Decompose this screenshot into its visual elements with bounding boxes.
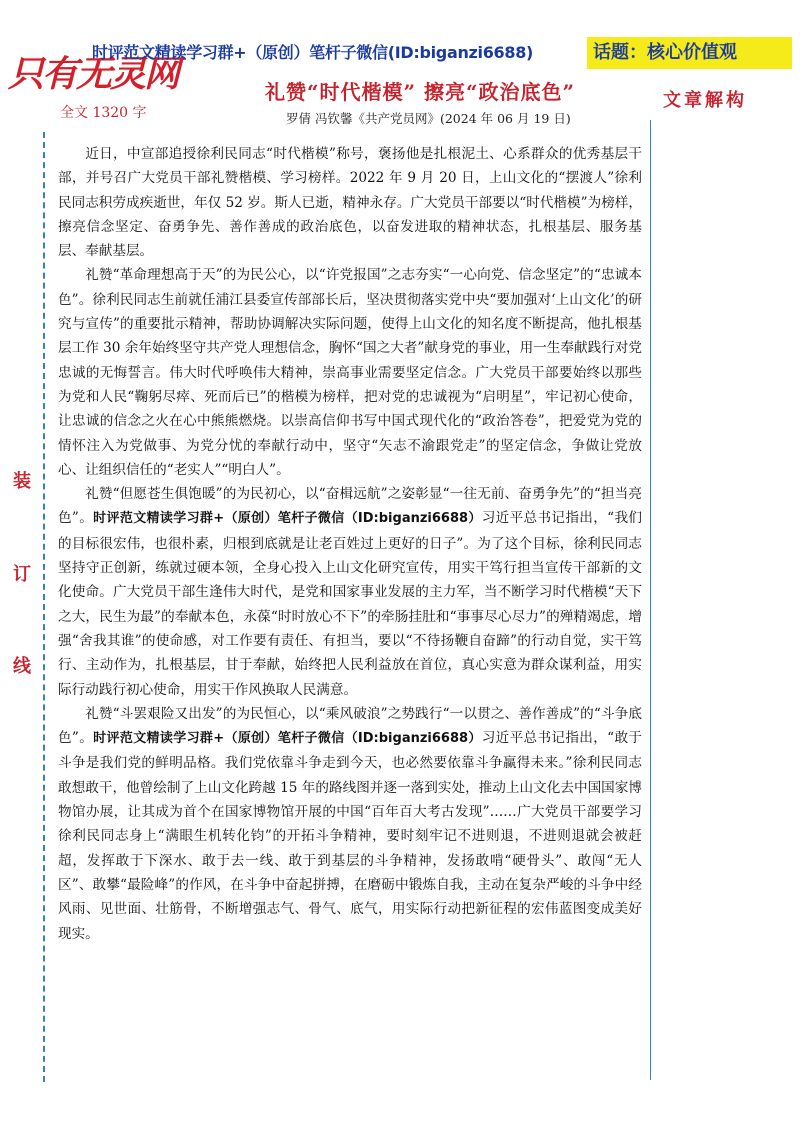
- inline-watermark: 时评范文精读学习群+（原创）笔杆子微信（ID:biganzi6688）: [93, 731, 482, 747]
- binding-mark-zhuang: 装: [13, 471, 31, 492]
- paragraph-text: 礼赞“斗罢艰险又出发”的为民恒心，以“乘风破浪”之势践行“一以贯之、善作善成”的“斗争底色”。: [58, 705, 642, 747]
- paragraph-text: 礼赞“革命理想高于天”的为民公心，以“许党报国”之志夯实“一心向党、信念坚定”的“忠诚本色”。徐利民同志生前就任浦江县委宣传部部长后，坚决贯彻落实党中央“要加强对‘上山文化’的研究与宣传”的重要批示精神，帮助协调解决实际问题，使得上山文化的知名度不断提高，他扎根基层工作 30 余年始终坚守共产党人理想信念，胸怀“国之大者”献身党的事业，用一生奉献践行对党忠诚的无悔誓言。伟大时代呼唤伟大精神，崇高事业需要坚定信念。广大党员干部要始终以那些为党和人民“鞠躬尽瘁、死而后已”的楷模为榜样，把对党的忠诚视为“启明星”，牢记初心使命，让忠诚的信念之火在心中熊熊燃烧。以崇高信仰书写中国式现代化的“政治答卷”，把爱党为党的情怀注入为党做事、为党分忧的奉献行动中，坚守“矢志不渝跟党走”的坚定信念，争做让党放心、让组织信任的“老实人”“明白人”。: [58, 267, 642, 478]
- binding-guide-line: [43, 132, 45, 1082]
- paragraph-text: 礼赞“但愿苍生俱饱暖”的为民初心，以“奋楫远航”之姿彰显“一往无前、奋勇争先”的“担当亮色”。: [58, 486, 642, 527]
- paragraph-1: [58, 142, 642, 263]
- topic-badge: 话题：核心价值观: [587, 37, 792, 69]
- paragraph-2: [58, 263, 642, 482]
- group-watermark-header: 时评范文精读学习群+（原创）笔杆子微信(ID:biganzi6688): [92, 43, 534, 62]
- article-byline: 罗倩 冯钦馨《共产党员网》(2024 年 06 月 19 日): [286, 111, 571, 126]
- article-title: 礼赞“时代楷模” 擦亮“政治底色”: [265, 80, 575, 104]
- margin-divider-line: [650, 120, 651, 1080]
- article-body: [58, 142, 642, 946]
- binding-mark-xian: 线: [13, 656, 31, 677]
- word-count: 全文 1320 字: [60, 105, 147, 121]
- paragraph-4: [58, 702, 642, 946]
- analysis-heading: 文章解构: [663, 90, 747, 111]
- paragraph-text-continued: 习近平总书记指出，“我们的目标很宏伟，也很朴素，归根到底就是让老百姓过上更好的日子”。为了这个目标，徐利民同志坚持守正创新，练就过硬本领，全身心投入上山文化研究宣传，用实干笃行担当宣传干部新的文化使命。广大党员干部生逢伟大时代，是党和国家事业发展的主力军，当不断学习时代楷模“天下之大，民生为最”的奉献本色，永葆“时时放心不下”的牵肠挂肚和“事事尽心尽力”的殚精竭虑，增强“舍我其谁”的使命感，对工作要有责任、有担当，要以“不待扬鞭自奋蹄”的行动自觉，实干笃行、主动作为，扎根基层，甘于奉献，始终把人民利益放在首位，真心实意为群众谋利益，用实际行动践行初心使命，用实干作风换取人民满意。: [58, 510, 642, 698]
- inline-watermark: 时评范文精读学习群+（原创）笔杆子微信（ID:biganzi6688）: [93, 511, 482, 527]
- binding-mark-ding: 订: [13, 564, 31, 585]
- paragraph-text: 近日，中宣部追授徐利民同志“时代楷模”称号，褒扬他是扎根泥土、心系群众的优秀基层干部，并号召广大党员干部礼赞楷模、学习榜样。2022 年 9 月 20 日，上山文化的“摆渡人”徐利民同志积劳成疾逝世，年仅 52 岁。斯人已逝，精神永存。广大党员干部要以“时代楷模”为榜样，擦亮信念坚定、奋勇争先、善作善成的政治底色，以奋发进取的精神状态，扎根基层、服务基层、奉献基层。: [58, 146, 642, 260]
- paragraph-3: [58, 482, 642, 702]
- logo-text: 只有无灵网: [8, 53, 179, 95]
- paragraph-text-continued: 习近平总书记指出，“敢于斗争是我们党的鲜明品格。我们党依靠斗争走到今天，也必然要依靠斗争赢得未来。”徐利民同志敢想敢干，他曾绘制了上山文化跨越 15 年的路线图并逐一落到实处，推动上山文化去中国国家博物馆办展，让其成为首个在国家博物馆开展的中国“百年百大考古发现”……广大党员干部要学习徐利民同志身上“满眼生机转化钧”的开拓斗争精神，要时刻牢记不进则退，不进则退就会被赶超，发挥敢于下深水、敢于去一线、敢于到基层的斗争精神，发扬敢啃“硬骨头”、敢闯“无人区”、敢攀“最险峰”的作风，在斗争中奋起拼搏，在磨砺中锻炼自我，主动在复杂严峻的斗争中经风雨、见世面、壮筋骨，不断增强志气、骨气、底气，用实际行动把新征程的宏伟蓝图变成美好现实。: [58, 730, 642, 942]
